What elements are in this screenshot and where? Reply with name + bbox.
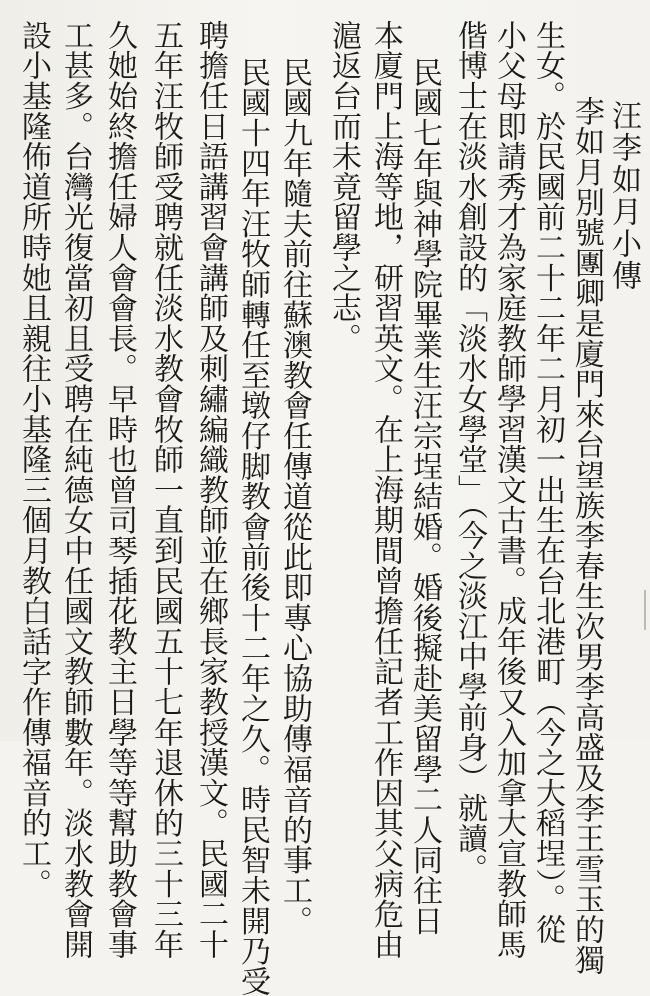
text-column-12: 久她始終擔任婦人會會長。早時也曾司琴插花教主日學等等幫助教會事 bbox=[102, 20, 137, 960]
text-column-6: 本廈門上海等地，研習英文。在上海期間曾擔任記者工作因其父病危由 bbox=[368, 20, 403, 960]
text-column-2: 生女。於民國前二十二年二月初一出生在台北港町（今之大稻埕）。從 bbox=[530, 20, 565, 945]
page-title: 汪李如月小傳 bbox=[606, 100, 641, 292]
page-edge-mark bbox=[644, 590, 646, 630]
text-column-3: 小父母即請秀才為家庭教師學習漢文古書。成年後又入加拿大宣教師馬 bbox=[491, 20, 526, 960]
text-column-13: 工甚多。台灣光復當初且受聘在純德女中任國文教師數年。淡水教會開 bbox=[58, 20, 93, 960]
text-column-5: 民國七年與神學院畢業生汪宗埕結婚。婚後擬赴美留學二人同往日 bbox=[407, 57, 442, 936]
text-column-10: 聘擔任日語講習會講師及刺繡編織教師並在鄉長家教授漢文。民國二十 bbox=[193, 20, 228, 960]
text-column-1: 李如月別號團卿是廈門來台望族李春生次男李高盛及李王雪玉的獨 bbox=[569, 96, 604, 975]
text-column-7: 滬返台而未竟留學之志。 bbox=[326, 20, 361, 354]
text-column-4: 偕博士在淡水創設的「淡水女學堂」（今之淡江中學前身）就讀。 bbox=[452, 20, 487, 884]
text-column-9: 民國十四年汪牧師轉任至墩仔脚教會前後十二年之久。時民智未開乃受 bbox=[235, 57, 270, 996]
text-column-8: 民國九年隨夫前往蘇澳教會任傳道從此即專心協助傳福音的事工。 bbox=[277, 57, 312, 936]
text-column-11: 五年汪牧師受聘就任淡水教會牧師一直到民國五十七年退休的三十三年 bbox=[148, 20, 183, 960]
text-column-14: 設小基隆佈道所時她且親往小基隆三個月教白話字作傳福音的工。 bbox=[16, 20, 51, 899]
